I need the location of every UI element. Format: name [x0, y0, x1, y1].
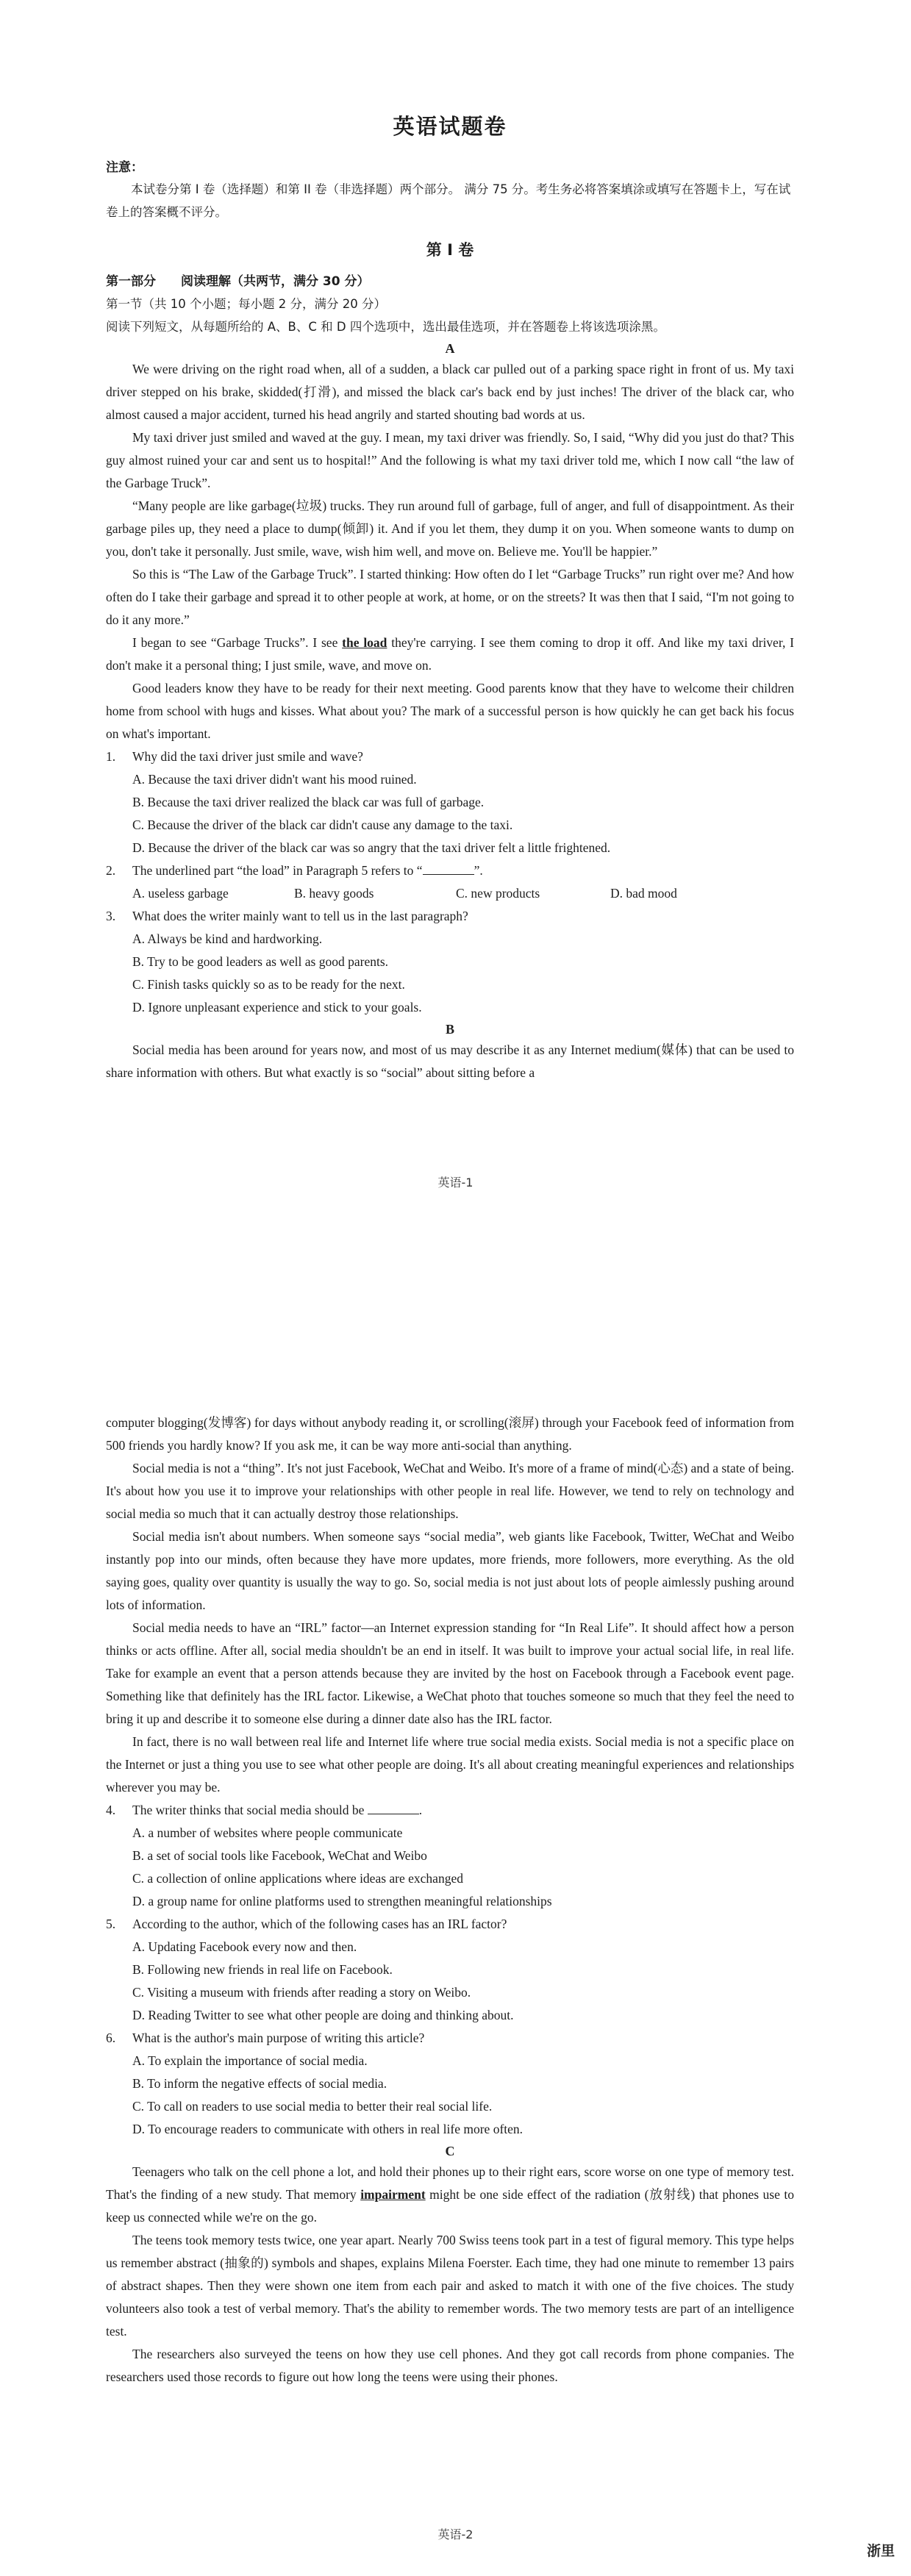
option-b: B. Because the taxi driver realized the black car was full of garbage.: [132, 795, 485, 809]
question-2-options: [132, 882, 794, 905]
passage-c-letter: C: [445, 2144, 455, 2158]
underlined-phrase: the load: [342, 635, 387, 650]
option-d: D. a group name for online platforms used to strengthen meaningful relationships: [132, 1894, 552, 1908]
volume-1-title: 第 I 卷: [426, 241, 474, 259]
question-number: 3.: [106, 909, 116, 923]
corner-watermark: 浙里: [866, 2543, 895, 2559]
passage-a-paragraph-4: So this is “The Law of the Garbage Truck”. I started thinking: How often do I let “Garbage Trucks” run right over me? And how often do I take their garbage and spread it to other people at work, at home, or on the streets? It was then that I said, “I'm not going to do it any more.”: [106, 567, 794, 627]
passage-a-paragraph-1: We were driving on the right road when, all of a sudden, a black car pulled out of a parking space right in front of us. My taxi driver stepped on his brake, skidded(打滑), and missed the black car's back end by just inches! The driver of the black car, who almost caused a major accident, turned his head angrily and started shouting bad words at us.: [106, 362, 794, 422]
question-stem: What does the writer mainly want to tell us in the last paragraph?: [132, 909, 468, 923]
passage-b-paragraph-1-end: computer blogging(发博客) for days without anybody reading it, or scrolling(滚屏) through your Facebook feed of information from 500 friends you hardly know? If you ask me, it can be way more anti-social than anything.: [106, 1415, 794, 1453]
page-1-footer: 英语-1: [437, 1176, 474, 1189]
question-stem-end: .: [418, 1803, 423, 1817]
option-b: B. Try to be good leaders as well as good parents.: [132, 954, 389, 969]
option-d: D. Ignore unpleasant experience and stick to your goals.: [132, 1000, 422, 1015]
passage-c-paragraph-2: The teens took memory tests twice, one year apart. Nearly 700 Swiss teens took part in a test of figural memory. This type helps us remember abstract (抽象的) symbols and shapes, explains Milena Foerster. Each time, they had one minute to remember 13 pairs of abstract shapes. Then they were shown one item from each pair and asked to match it with one of the five choices. The study volunteers also took a test of verbal memory. That's the ability to remember words. The two memory tests are part of an intelligence test.: [106, 2233, 794, 2339]
page-1: [0, 0, 911, 1206]
passage-b-paragraph-5: In fact, there is no wall between real life and Internet life where true social media exists. Social media is not a specific place on the Internet or just a thing you use to see what other people are doing. It's all about creating meaningful experiences and relationships wherever you may be.: [106, 1734, 794, 1795]
question-stem: What is the author's main purpose of writing this article?: [132, 2031, 425, 2045]
question-stem: The writer thinks that social media should be: [132, 1803, 368, 1817]
notice-text: 本试卷分第 I 卷（选择题）和第 II 卷（非选择题）两个部分。 满分 75 分。考生务必将答案填涂或填写在答题卡上，写在试卷上的答案概不评分。: [106, 182, 791, 219]
option-c: C. Because the driver of the black car didn't cause any damage to the taxi.: [132, 817, 513, 832]
paragraph-text: I began to see “Garbage Trucks”. I see: [132, 635, 343, 650]
question-5: [106, 1913, 794, 1936]
question-number: 5.: [106, 1917, 116, 1931]
question-stem: Why did the taxi driver just smile and wave?: [132, 749, 363, 764]
question-2: [106, 859, 794, 882]
exam-title: 英语试题卷: [393, 114, 507, 139]
option-c: C. Visiting a museum with friends after reading a story on Weibo.: [132, 1985, 471, 2000]
passage-a-paragraph-6: Good leaders know they have to be ready for their next meeting. Good parents know that they have to welcome their children home from school with hugs and kisses. What about you? The mark of a successful person is how quickly he can get back his focus on what's important.: [106, 681, 794, 741]
part-1-title: 第一部分 阅读理解（共两节，满分 30 分）: [106, 274, 370, 289]
section-instruction: 阅读下列短文，从每题所给的 A、B、C 和 D 四个选项中，选出最佳选项，并在答题卷上将该选项涂黑。: [106, 320, 665, 334]
option-b: B. heavy goods: [294, 886, 374, 901]
page-1-content: [106, 110, 794, 1084]
question-number: 4.: [106, 1803, 116, 1817]
notice-label: 注意：: [106, 160, 143, 175]
option-a: A. a number of websites where people communicate: [132, 1825, 403, 1840]
page-2-footer: 英语-2: [437, 2527, 474, 2541]
option-a: A. Always be kind and hardworking.: [132, 931, 323, 946]
page-2-content: [106, 1412, 794, 2389]
passage-c-paragraph-1: [106, 2161, 794, 2229]
option-c: C. new products: [456, 886, 540, 901]
answer-blank: [423, 861, 474, 875]
passage-a-paragraph-3: “Many people are like garbage(垃圾) trucks. They run around full of garbage, full of anger, and full of disappointment. As their garbage piles up, they need a place to dump(倾卸) it. And if you let them, they dump it on you. When someone wants to dump on you, don't take it personally. Just smile, wave, wish him well, and move on. Believe me. You'll be happier.”: [106, 498, 794, 559]
paragraph-text: Teenagers who talk on the cell phone a lot, and hold their phones up to their right ears, score worse on one type of memory test. That's the finding of a new study. That memory: [106, 2164, 794, 2202]
paragraph-text: they're carrying. I see them coming to drop it off. And like my taxi driver, I don't make it a personal thing; I just smile, wave, and move on.: [106, 635, 794, 673]
passage-a-paragraph-5: [106, 632, 794, 677]
passage-c-paragraph-3: The researchers also surveyed the teens on how they use cell phones. And they got call records from phone companies. The researchers used those records to figure out how long the teens were using their phones.: [106, 2347, 794, 2384]
answer-blank: [368, 1800, 419, 1814]
option-b: B. a set of social tools like Facebook, WeChat and Weibo: [132, 1848, 427, 1863]
passage-b-paragraph-4: Social media needs to have an “IRL” factor—an Internet expression standing for “In Real Life”. It should affect how a person thinks or acts offline. After all, social media shouldn't be an end in itself. It was built to improve your actual social life, in real life. Take for example an event that a person attends because they are invited by the host on Facebook through a Facebook event page. Something like that definitely has the IRL factor. Likewise, a WeChat photo that touches someone so much that they feel the need to bring it up and describe it to someone else during a dinner date also has the IRL factor.: [106, 1620, 794, 1726]
option-a: A. useless garbage: [132, 886, 229, 901]
option-c: C. To call on readers to use social media to better their real social life.: [132, 2099, 493, 2114]
passage-a-paragraph-2: My taxi driver just smiled and waved at the guy. I mean, my taxi driver was friendly. So, I said, “Why did you just do that? This guy almost ruined your car and sent us to hospital!” And the following is what my taxi driver told me, which I now call “the law of the Garbage Truck”.: [106, 430, 794, 490]
question-1: [106, 745, 794, 768]
option-c: C. a collection of online applications where ideas are exchanged: [132, 1871, 463, 1886]
option-d: D. Because the driver of the black car was so angry that the taxi driver felt a little frightened.: [132, 840, 611, 855]
option-a: A. To explain the importance of social media.: [132, 2053, 368, 2068]
option-b: B. Following new friends in real life on Facebook.: [132, 1962, 393, 1977]
option-d: D. To encourage readers to communicate with others in real life more often.: [132, 2122, 524, 2136]
option-d: D. bad mood: [610, 886, 677, 901]
option-a: A. Because the taxi driver didn't want his mood ruined.: [132, 772, 417, 787]
passage-b-paragraph-2: Social media is not a “thing”. It's not just Facebook, WeChat and Weibo. It's more of a frame of mind(心态) and a state of being. It's about how you use it to improve your relationships with other people in real life. However, we tend to rely on technology and social media so much that it can actually destroy those relationships.: [106, 1461, 794, 1521]
passage-b-paragraph-1-start: Social media has been around for years now, and most of us may describe it as any Internet medium(媒体) that can be used to share information with others. But what exactly is so “social” about sitting before a: [106, 1042, 794, 1080]
option-d: D. Reading Twitter to see what other people are doing and thinking about.: [132, 2008, 514, 2022]
question-stem: The underlined part “the load” in Paragraph 5 refers to “: [132, 863, 423, 878]
paragraph-text: might be one side effect of the radiation (放射线) that phones use to keep us connected while we're on the go.: [106, 2187, 794, 2225]
page-2: [0, 1345, 911, 2576]
question-number: 1.: [106, 749, 116, 764]
question-stem: According to the author, which of the following cases has an IRL factor?: [132, 1917, 507, 1931]
question-3: [106, 905, 794, 928]
question-6: [106, 2027, 794, 2050]
passage-b-letter: B: [445, 1022, 454, 1037]
underlined-word: impairment: [360, 2187, 426, 2202]
option-b: B. To inform the negative effects of social media.: [132, 2076, 387, 2091]
passage-a-letter: A: [445, 341, 455, 356]
option-c: C. Finish tasks quickly so as to be ready for the next.: [132, 977, 405, 992]
question-4: [106, 1799, 794, 1822]
question-number: 2.: [106, 863, 116, 878]
passage-b-paragraph-3: Social media isn't about numbers. When someone says “social media”, web giants like Facebook, Twitter, WeChat and Weibo instantly pop into our minds, often because they have more updates, more friends, more followers, more everything. As the old saying goes, quality over quantity is usually the way to go. So, social media is not just about lots of people aimlessly pushing around lots of information.: [106, 1529, 794, 1612]
question-stem-end: ”.: [474, 863, 483, 878]
option-a: A. Updating Facebook every now and then.: [132, 1939, 357, 1954]
section-1-title: 第一节（共 10 个小题；每小题 2 分，满分 20 分）: [106, 297, 386, 311]
question-number: 6.: [106, 2031, 116, 2045]
